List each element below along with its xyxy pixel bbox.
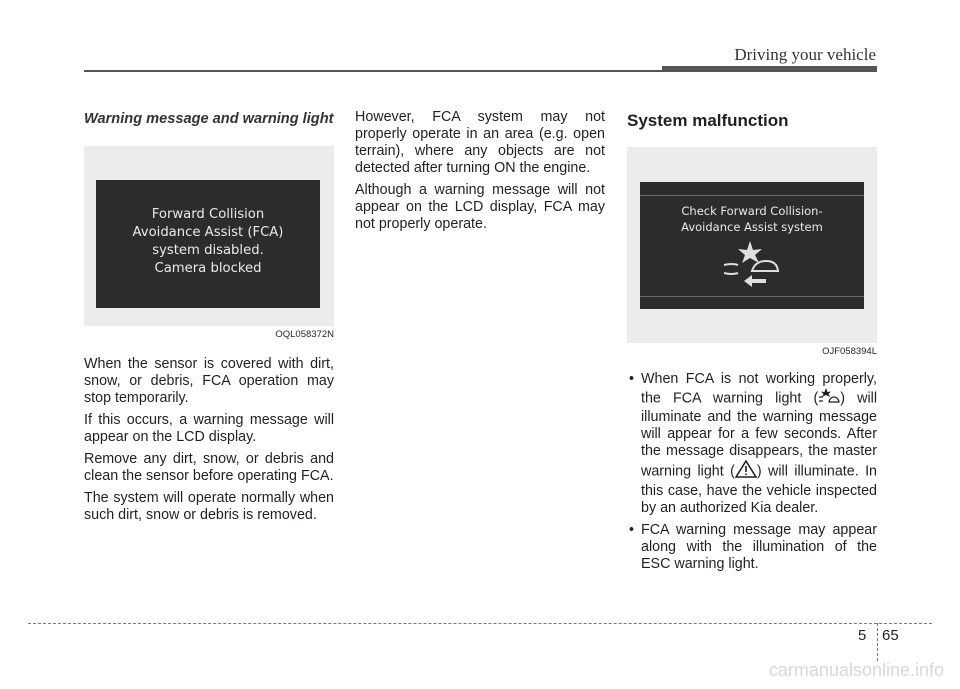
watermark: carmanualsonline.info (768, 660, 944, 680)
bullet-list (627, 371, 877, 573)
body-paragraph: However, FCA system may not properly operate in an area (e.g. open terrain), where any objects are not detected after turning ON the engine. (355, 109, 605, 176)
page-number: 65 (882, 627, 899, 644)
body-paragraph: Remove any dirt, snow, or debris and clean the sensor before operating FCA. (84, 451, 334, 484)
list-item: • When FCA is not working properly, the FCA warning light ( ) will illuminate and the warning message will appear for a few seconds. After the message disappears, the master warning light ( ) will illuminate. In this case, have the vehicle inspected by an authorized Kia dealer. (629, 371, 877, 516)
footer-rule (28, 623, 932, 624)
subheading: Warning message and warning light (84, 111, 334, 127)
column-middle (355, 111, 605, 238)
fca-collision-icon (722, 239, 782, 289)
figure-code: OJF058394L (822, 346, 877, 357)
lcd-line: Avoidance Assist system (681, 220, 823, 234)
column-left (84, 111, 334, 529)
list-item: • FCA warning message may appear along with the illumination of the ESC warning light. (629, 522, 877, 572)
figure-lcd-camera-blocked (84, 146, 334, 326)
fca-warning-icon (818, 388, 840, 409)
header-rule-accent (662, 66, 877, 72)
body-paragraph: When the sensor is covered with dirt, snow, or debris, FCA operation may stop temporarily. (84, 356, 334, 406)
chapter-number: 5 (858, 627, 867, 644)
lcd-display (640, 182, 864, 309)
body-paragraph: The system will operate normally when such dirt, snow or debris is removed. (84, 490, 334, 523)
figure-lcd-fca-malfunction (627, 147, 877, 343)
page-number-divider (877, 623, 878, 661)
lcd-line: Avoidance Assist (FCA) (132, 225, 284, 240)
figure-code: OQL058372N (275, 329, 334, 340)
body-paragraph: Although a warning message will not appear on the LCD display, FCA may not properly operate. (355, 182, 605, 232)
lcd-line: Check Forward Collision- (681, 204, 823, 218)
section-heading: System malfunction (627, 111, 789, 130)
lcd-display (96, 180, 320, 308)
body-paragraph: If this occurs, a warning message will appear on the LCD display. (84, 412, 334, 445)
lcd-line: Camera blocked (154, 261, 262, 276)
header-rule (84, 70, 662, 72)
master-warning-icon (735, 460, 757, 483)
lcd-line: system disabled. (152, 243, 264, 258)
column-right (627, 111, 877, 578)
lcd-line: Forward Collision (151, 207, 265, 222)
section-title: Driving your vehicle (734, 45, 876, 64)
